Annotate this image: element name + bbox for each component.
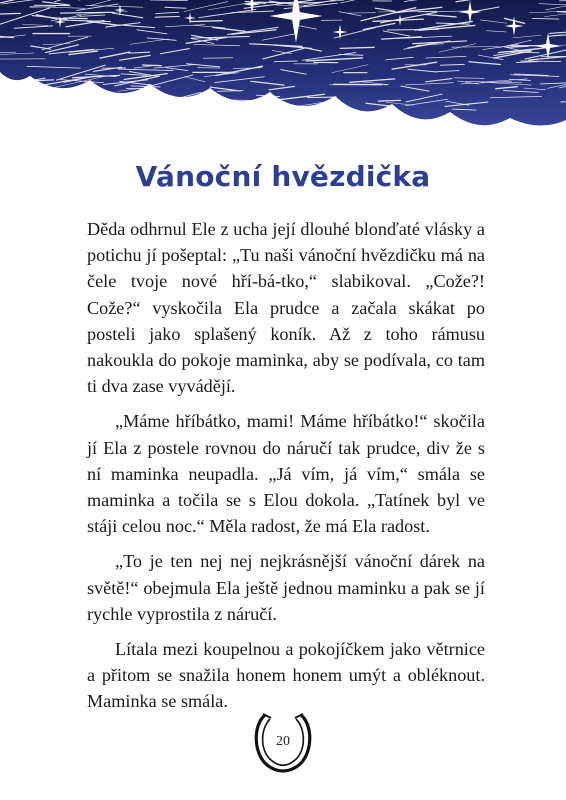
sky-stroke <box>378 100 400 101</box>
paragraph: Lítala mezi koupelnou a pokojíčkem jako větrnice a přitom se snažila honem honem umýt a obléknout. Maminka se smála. <box>87 639 485 712</box>
starry-night-sky-icon <box>0 0 566 145</box>
page-footer <box>251 709 315 775</box>
sky-stroke <box>307 97 336 98</box>
sky-stroke <box>180 102 215 106</box>
page-number: 20 <box>276 734 290 749</box>
sky-stroke <box>286 109 306 111</box>
page-title: Vánoční hvězdička <box>135 160 431 193</box>
sky-stroke <box>387 29 438 30</box>
sky-stroke <box>64 18 88 19</box>
sky-stroke <box>67 107 90 111</box>
sky-stroke <box>190 21 222 22</box>
sky-stroke <box>143 99 178 105</box>
story-text <box>87 216 485 724</box>
starry-sky-header <box>0 0 566 145</box>
paragraph: Děda odhrnul Ele z ucha její dlouhé blonďaté vlásky a potichu jí pošeptal: „Tu naši vánoční hvězdičku má na čele tvoje nové hří-bá-tko,“ slabikoval. „Cože?! Cože?“ vyskočila Ela prudce a začala skákat po posteli jako splašený koník. Až z toho rámusu nakoukla do pokoje maminka, aby se podívala, co tam ti dva zase vyvádějí. <box>87 219 485 397</box>
paragraph: „Máme hříbátko, mami! Máme hříbátko!“ skočila jí Ela z postele rovnou do náručí tak prudce, div že s ní maminka neupadla. „Já vím, já vím,“ smála se maminka a točila se s Elou dokola. „Tatínek byl ve stáji celou noc.“ Měla radost, že má Ela radost. <box>87 411 485 537</box>
sky-stroke <box>155 16 179 17</box>
paragraph: „To je ten nej nej nejkrásnější vánoční dárek na světě!“ obejmula Ela ještě jednou maminku a pak se jí rychle vyprostila z náručí. <box>87 551 485 624</box>
